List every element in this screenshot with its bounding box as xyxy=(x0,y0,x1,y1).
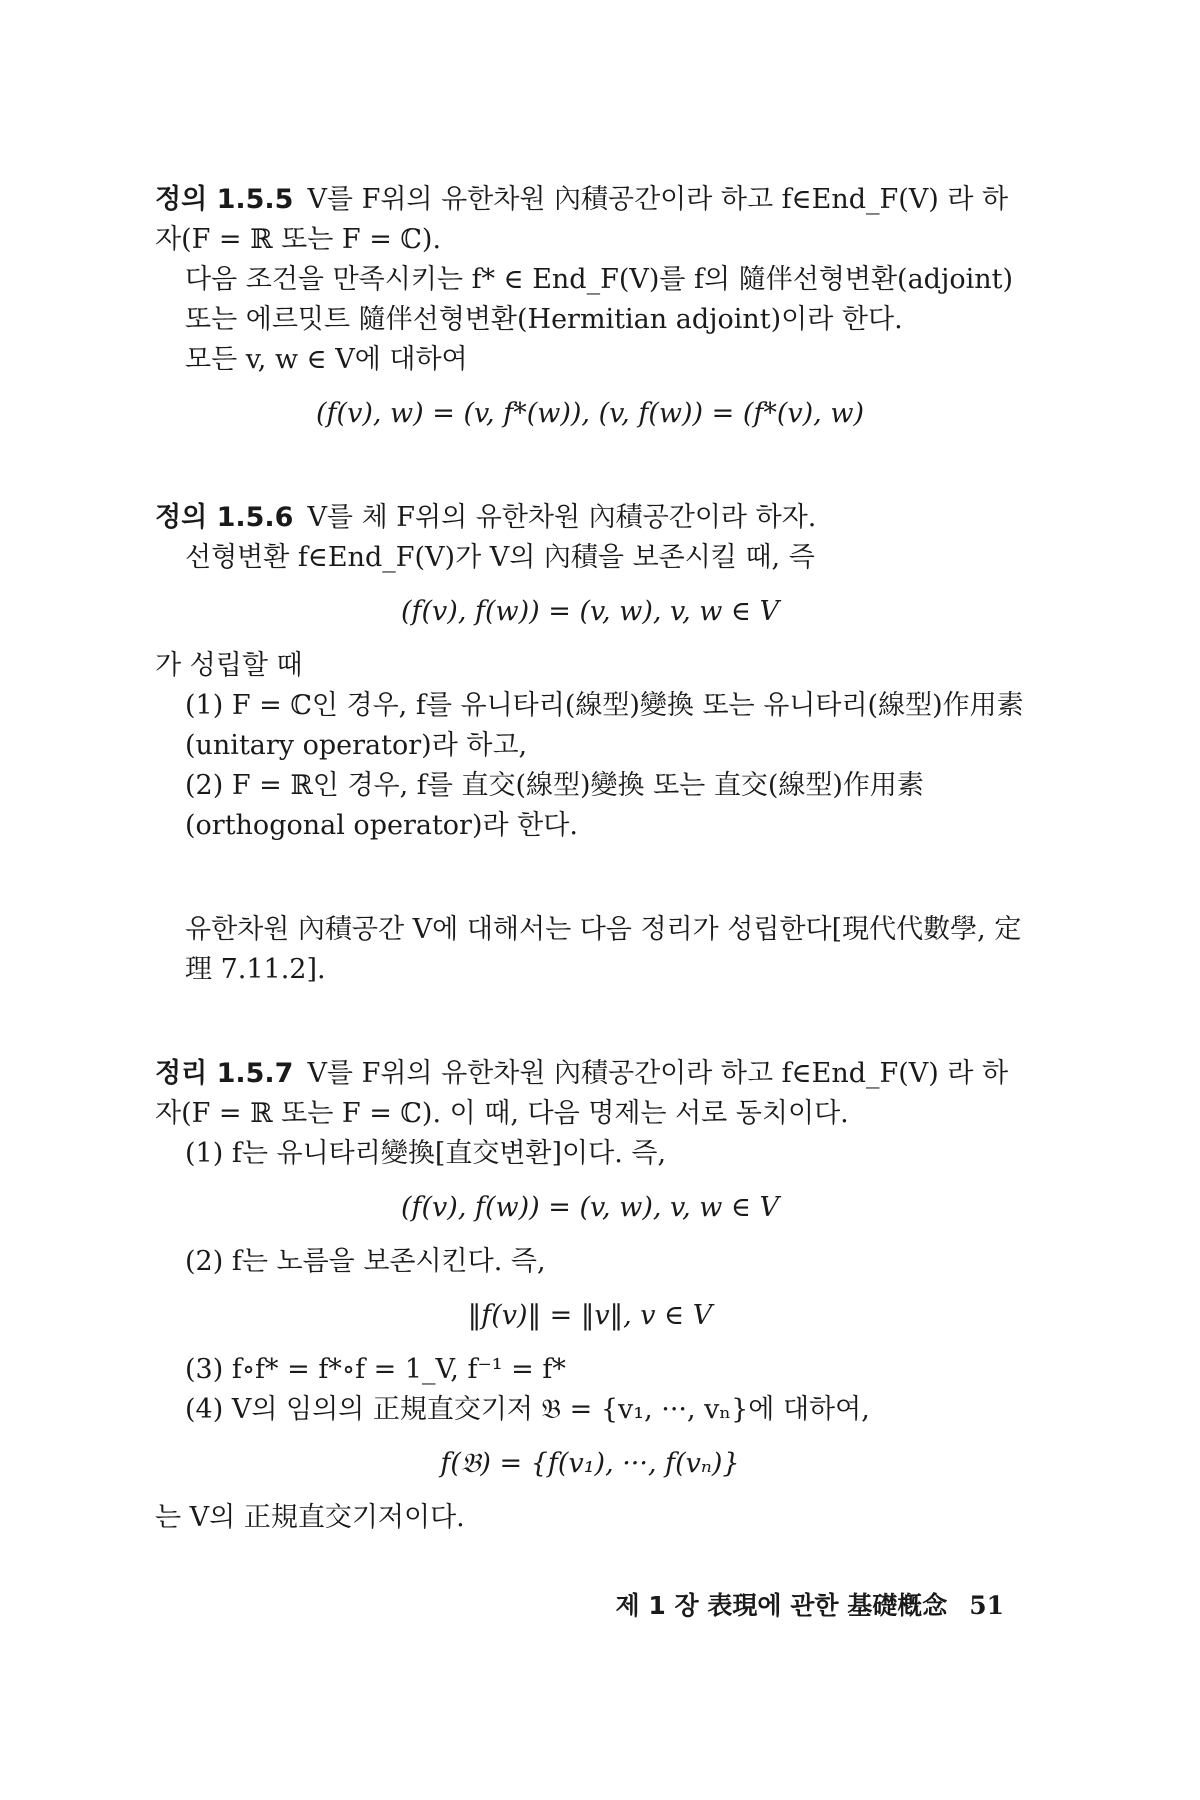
chapter-title: 제 1 장 表現에 관한 基礎槪念 xyxy=(615,1591,948,1620)
theorem-heading: 정리 1.5.7 xyxy=(155,1058,294,1089)
list-item: (1) f는 유니타리變換[直交변환]이다. 즉, xyxy=(185,1138,667,1169)
equation: f(𝔅) = {f(v₁), ···, f(vₙ)} xyxy=(440,1448,740,1479)
definition-text: 가 성립할 때 xyxy=(155,650,303,681)
list-item: (1) F = ℂ인 경우, f를 유니타리(線型)變換 또는 유니타리(線型)作用素 (unitary operator)라 하고, xyxy=(185,690,1024,761)
equation: (f(v), w) = (v, f*(w)), (v, f(w)) = (f*(v), w) xyxy=(316,398,864,429)
equation: (f(v), f(w)) = (v, w), v, w ∈ V xyxy=(400,596,780,627)
paragraph: 유한차원 內積공간 V에 대해서는 다음 정리가 성립한다[現代代數學, 定理 7.11.2]. xyxy=(185,914,1022,985)
definition-1-5-5 xyxy=(155,180,1025,260)
list-item: (4) V의 임의의 正規直交기저 𝔅 = {v₁, ···, vₙ}에 대하여, xyxy=(185,1394,870,1425)
definition-1-5-6 xyxy=(155,498,1025,538)
definition-text: V를 F위의 유한차원 內積공간이라 하고 f∈End_F(V) 라 하자(F = ℝ 또는 F = ℂ). xyxy=(155,184,1009,255)
list-item: (2) f는 노름을 보존시킨다. 즉, xyxy=(185,1246,546,1277)
list-item: (2) F = ℝ인 경우, f를 直交(線型)變換 또는 直交(線型)作用素(orthogonal operator)라 한다. xyxy=(185,770,924,841)
running-footer xyxy=(616,1586,1004,1622)
theorem-text: V를 F위의 유한차원 內積공간이라 하고 f∈End_F(V) 라 하자(F = ℝ 또는 F = ℂ). 이 때, 다음 명제는 서로 동치이다. xyxy=(155,1058,1009,1129)
page-number: 51 xyxy=(969,1591,1004,1620)
theorem-text: 는 V의 正規直交기저이다. xyxy=(155,1502,465,1533)
definition-text: 모든 v, w ∈ V에 대하여 xyxy=(185,344,468,375)
list-item: (3) f∘f* = f*∘f = 1_V, f⁻¹ = f* xyxy=(185,1354,566,1385)
definition-text: V를 체 F위의 유한차원 內積공간이라 하자. xyxy=(307,502,817,533)
definition-text: 다음 조건을 만족시키는 f* ∈ End_F(V)를 f의 隨伴선형변환(adjoint) 또는 에르밋트 隨伴선형변환(Hermitian adjoint)이라 한다. xyxy=(185,264,1013,335)
definition-heading: 정의 1.5.5 xyxy=(155,184,294,215)
equation: (f(v), f(w)) = (v, w), v, w ∈ V xyxy=(400,1192,780,1223)
definition-heading: 정의 1.5.6 xyxy=(155,502,294,533)
equation: ‖f(v)‖ = ‖v‖, v ∈ V xyxy=(467,1300,713,1331)
page-body xyxy=(155,180,1025,1538)
theorem-1-5-7 xyxy=(155,1054,1025,1134)
definition-text: 선형변환 f∈End_F(V)가 V의 內積을 보존시킬 때, 즉 xyxy=(185,542,815,573)
